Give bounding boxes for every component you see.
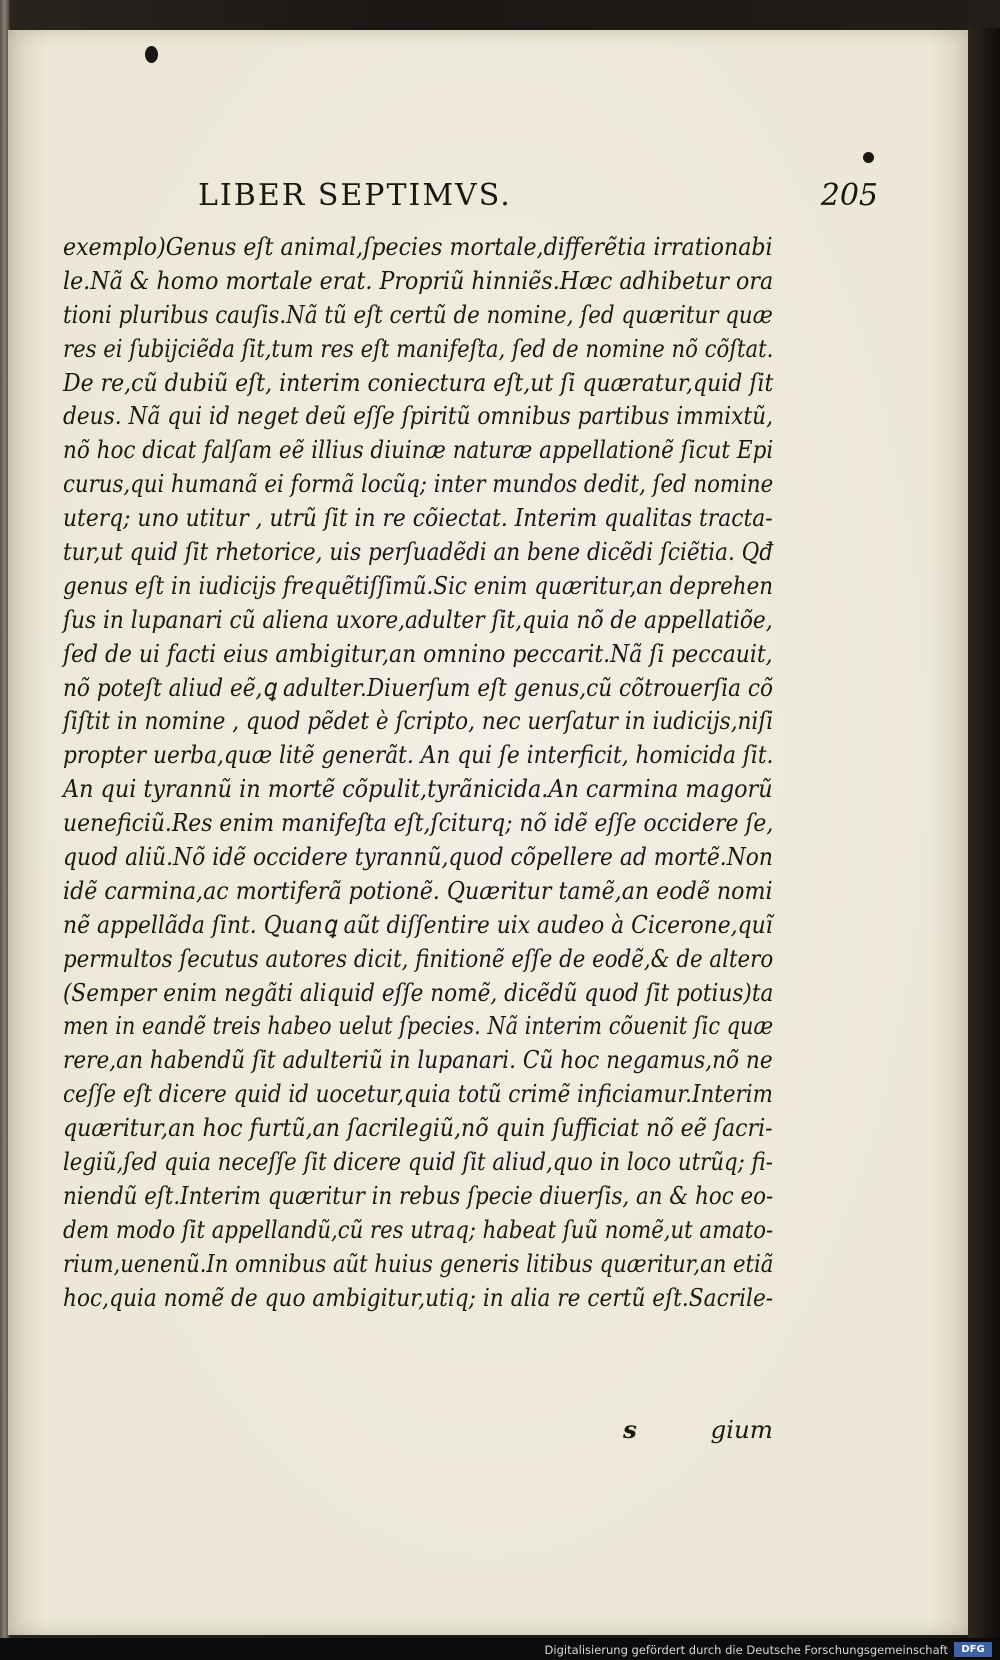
text-line: ueneficiũ.Res enim manifeſta eſt,ſciturq; nõ idẽ eſſe occidere ſe, [63, 808, 774, 838]
digitization-footer [0, 1638, 1000, 1660]
text-line: (Semper enim negãti aliquid eſſe nomẽ, dicẽdũ quod ſit potius)ta [63, 977, 774, 1007]
text-line: De re,cũ dubiũ eſt, interim coniectura eſt,ut ſi quæratur,quid ſit [63, 367, 774, 397]
body-text [63, 230, 773, 1315]
text-line: le.Nã & homo mortale erat. Propriũ hinniẽs.Hæc adhibetur ora [63, 265, 774, 295]
text-line: niendũ eſt.Interim quæritur in rebus ſpecie diuerſis, an & hoc eo- [63, 1180, 774, 1210]
running-head: LIBER SEPTIMVS. [198, 178, 512, 213]
text-line: deus. Nã qui id neget deũ eſſe ſpiritũ omnibus partibus immixtũ, [63, 401, 773, 431]
text-line: nõ hoc dicat falſam eẽ illius diuinæ naturæ appellationẽ ſicut Epi [63, 435, 774, 465]
page-edge-shadow [968, 28, 1000, 1638]
signature-mark: s [623, 1415, 637, 1444]
text-line: ceſſe eſt dicere quid id uocetur,quia totũ crimẽ inficiamur.Interim [63, 1079, 773, 1109]
funding-credit: Digitalisierung gefördert durch die Deutsche Forschungsgemeinschaft [544, 1643, 948, 1657]
text-line: tur,ut quid ſit rhetorice, uis perſuadẽdi an bene dicẽdi ſciẽtia. Qđ [63, 537, 774, 567]
text-line: propter uerba,quæ litẽ generãt. An qui ſe interficit, homicida ſit. [63, 740, 774, 770]
text-line: An qui tyrannũ in mortẽ cõpulit,tyrãnicida.An carmina magorũ [63, 774, 773, 804]
text-line: nẽ appellãda ſint. Quanꝗ aũt diſſentire uix audeo à Cicerone,quĩ [63, 909, 773, 939]
text-line: quæritur,an hoc furtũ,an ſacrilegiũ,nõ quin ſufficiat nõ eẽ ſacri- [63, 1113, 773, 1143]
text-line: ſus in lupanari cũ aliena uxore,adulter ſit,quia nõ de appellatiõe, [63, 604, 773, 634]
text-line: dem modo ſit appellandũ,cũ res utraq; habeat ſuũ nomẽ,ut amato- [63, 1214, 774, 1244]
page-number: 205 [820, 178, 878, 213]
text-line: curus,qui humanã ei formã locũq; inter mundos dedit, ſed nomine [63, 469, 774, 499]
book-page [8, 30, 968, 1635]
text-line: genus eſt in iudicijs frequẽtiſſimũ.Sic enim quæritur,an deprehen [63, 570, 774, 600]
text-line: exemplo)Genus eſt animal,ſpecies mortale,differẽtia irrationabi [63, 232, 773, 261]
catchword: gium [710, 1415, 773, 1444]
text-line: res ei ſubijciẽda ſit,tum res eſt manifeſta, ſed de nomine nõ cõſtat. [63, 333, 774, 363]
page-header [198, 178, 878, 218]
text-line: rere,an habendũ ſit adulteriũ in lupanari. Cũ hoc negamus,nõ ne [63, 1045, 773, 1075]
text-line: hoc,quia nomẽ de quo ambigitur,utiq; in alia re certũ eſt.Sacrile- [63, 1282, 774, 1312]
dfg-logo-icon: DFG [954, 1642, 992, 1657]
page-foot [63, 1415, 773, 1449]
text-line: rium,uenenũ.In omnibus aũt huius generis litibus quæritur,an etiã [63, 1248, 774, 1278]
ink-spot-top [145, 46, 158, 63]
text-line: tioni pluribus cauſis.Nã tũ eſt certũ de nomine, ſed quæritur quæ [63, 299, 773, 329]
text-line: permultos ſecutus autores dicit, finitionẽ eſſe de eodẽ,& de altero [63, 943, 774, 973]
ink-spot-right [863, 152, 874, 163]
text-line: idẽ carmina,ac mortiferã potionẽ. Quæritur tamẽ,an eodẽ nomi [63, 875, 773, 905]
text-line: ſed de ui facti eius ambigitur,an omnino peccarit.Nã ſi peccauit, [63, 638, 773, 668]
text-line: quod aliũ.Nõ idẽ occidere tyrannũ,quod cõpellere ad mortẽ.Non [63, 842, 773, 872]
text-line: legiũ,ſed quia neceſſe ſit dicere quid ſit aliud,quo in loco utrũq; fi- [63, 1147, 773, 1177]
text-line: uterq; uno utitur , utrũ ſit in re cõiectat. Interim qualitas tracta- [63, 503, 773, 533]
text-line: nõ poteſt aliud eẽ,ꝗ adulter.Diuerſum eſt genus,cũ cõtrouerſia cõ [63, 672, 773, 702]
text-line: men in eandẽ treis habeo uelut ſpecies. Nã interim cõuenit ſic quæ [63, 1011, 774, 1041]
text-line: ſiſtit in nomine , quod pẽdet è ſcripto, nec uerſatur in iudicijs,niſi [63, 706, 774, 736]
